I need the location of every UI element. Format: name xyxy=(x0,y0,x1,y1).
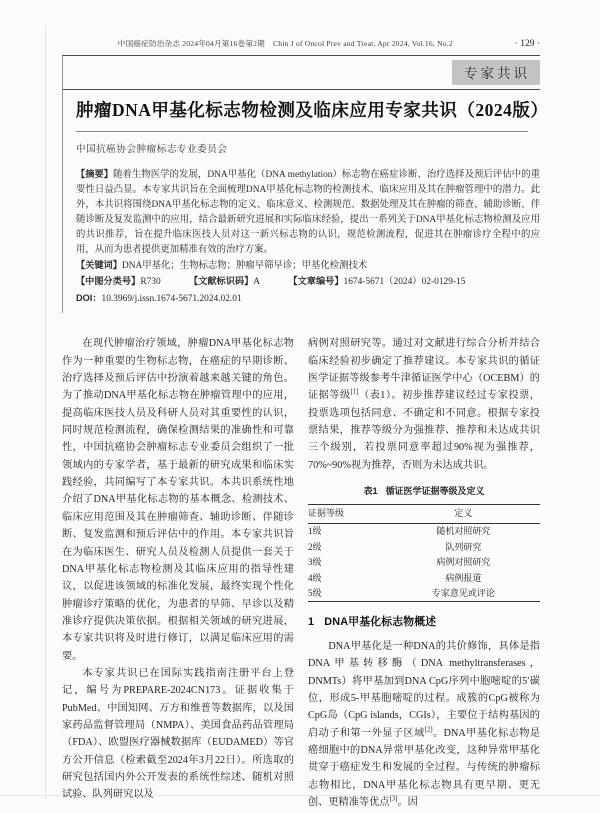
evidence-level-table xyxy=(308,504,540,602)
table-caption-text: 循证医学证据等级及定义 xyxy=(385,486,485,497)
title-rule xyxy=(76,131,528,132)
article-title: 肿瘤DNA甲基化标志物检测及临床应用专家共识（2024版） xyxy=(76,100,549,120)
journal-page xyxy=(62,0,549,811)
reference-mark: [2] xyxy=(424,726,433,734)
author: 中国抗癌协会肿瘤标志专业委员会 xyxy=(76,143,228,155)
doc-code: A xyxy=(253,277,261,288)
table-row: 3级 病例对照研究 xyxy=(308,557,491,568)
reference-mark: [3] xyxy=(389,795,398,803)
abstract-label: 【摘要】 xyxy=(76,168,113,179)
col-header-definition: 定义 xyxy=(387,505,540,524)
title-block xyxy=(62,90,549,313)
col-header-level: 证据等级 xyxy=(308,505,387,524)
journal-title-cn: 中国癌症防治杂志 2024年04月第16卷第2期 xyxy=(117,39,265,48)
keywords-text: DNA甲基化；生物标志物；肿瘤早筛早诊；甲基化检测技术 xyxy=(121,260,368,271)
keywords xyxy=(76,258,540,275)
body-columns xyxy=(62,335,540,811)
section-number: 1 xyxy=(308,616,315,629)
classification-row xyxy=(76,274,540,291)
table-caption-label: 表1 xyxy=(363,486,378,497)
clc-segment: 【中图分类号】R730 xyxy=(76,276,161,288)
doi xyxy=(76,291,540,308)
doi-value: 10.3969/j.issn.1674-5671.2024.02.01 xyxy=(101,293,242,304)
doc-code-segment: 【文献标识码】A xyxy=(188,276,261,288)
abstract xyxy=(76,167,540,258)
page-number: · 129 · xyxy=(514,39,540,49)
article-number: 1674-5671（2024）02-0129-15 xyxy=(343,277,466,288)
table-header-row xyxy=(308,505,540,524)
journal-info xyxy=(62,38,509,49)
reference-mark: [1] xyxy=(350,389,359,397)
article-type-badge: 专家共识 xyxy=(452,60,540,85)
scan-page-edge xyxy=(45,26,46,799)
left-column xyxy=(62,335,294,811)
table-caption xyxy=(308,483,540,500)
paragraph: DNA甲基化是一种DNA的共价修饰，具体是指DNA甲基转移酶（DNA methyltransferases，DNMTs）将甲基加到DNA CpG序列中胞嘧啶的5′碳位，形成5-甲基胞嘧啶的过程。成簇的CpG被称为CpG岛（CpG islands，CGIs），主要位于结构基因的启动子和第一外显子区域[2]。DNA甲基化标志物是癌细胞中的DNA异常甲基化改变，这种异常甲基化贯穿于癌症发生和发展的全过程。与传统的肿瘤标志物相比，DNA甲基化标志物具有更早期、更无创、更精准等优点[3]。因 xyxy=(308,640,541,808)
abstract-block xyxy=(76,167,540,308)
running-head xyxy=(62,38,540,49)
table-row: 5级 专家意见或评论 xyxy=(308,588,495,599)
badge-strip xyxy=(62,56,540,90)
journal-title-en: Chin J of Oncol Prev and Treat, Apr 2024, Vol.16, No.2 xyxy=(272,39,453,48)
section-heading xyxy=(308,614,540,631)
clc-number: R730 xyxy=(140,277,161,288)
doi-label: DOI： xyxy=(76,292,102,303)
keywords-label: 【关键词】 xyxy=(76,259,122,270)
abstract-text: 随着生物医学的发展，DNA甲基化（DNA methylation）标志物在癌症诊断、治疗选择及预后评估中的重要性日益凸显。本专家共识旨在全面梳理DNA甲基化标志物的检测技术、临床应用及其在肿瘤管理中的潜力。此外，本共识将围绕DNA甲基化标志物的定义、临床意义、检测规范、数据处理及其在肿瘤的筛查、辅助诊断、伴随诊断及复发监测中的应用，结合最新研究进展和实际临床经验，提出一系列关于DNA甲基化标志物检测及应用的共识推荐，旨在提升临床医技人员对这一新兴标志物的认识，规范检测流程，促进其在肿瘤诊疗全程中的应用，从而为患者提供更加精准有效的治疗方案。 xyxy=(76,169,541,255)
table-row: 2级 队列研究 xyxy=(308,541,482,552)
paragraph: 在现代肿瘤治疗领域，肿瘤DNA甲基化标志物作为一种重要的生物标志物，在癌症的早期诊断、治疗选择及预后评估中扮演着越来越关键的角色。为了推动DNA甲基化标志物在肿瘤管理中的应用，提高临床医技人员及科研人员对其重要性的认识，同时规范检测流程，确保检测结果的准确性和可靠性，中国抗癌协会肿瘤标志专业委员会组织了一批领域内的专家学者，基于最新的研究成果和临床实践经验，共同编写了本专家共识。本共识系统性地介绍了DNA甲基化标志物的基本概念、检测技术、临床应用范围及其在肿瘤筛查、辅助诊断、伴随诊断、复发监测和预后评估中的作用。本专家共识旨在为临床医生、研究人员及检测人员提供一套关于DNA甲基化标志物检测及其临床应用的指导性建议，以促进该领域的标准化发展，最终实现个性化肿瘤诊疗策略的优化，为患者的早筛、早诊以及精准诊疗提供决策依据。根据相关领域的研究进展，本专家共识将及时进行修订，以满足临床应用的需要。 xyxy=(62,338,294,662)
table-row: 1级 随机对照研究 xyxy=(308,526,491,537)
right-column xyxy=(308,335,540,811)
article-no-segment: 【文章编号】1674-5671（2024）02-0129-15 xyxy=(288,276,466,288)
paragraph: 病例对照研究等。通过对文献进行综合分析并结合临床经验初步确定了推荐建议。本专家共识的循证医学证据等级参考牛津循证医学中心（OCEBM）的证据等级[1]（表1）。初步推荐建议经过专家投票，投票选项包括同意、不确定和不同意。根据专家投票结果，推荐等级分为强推荐、推荐和未达成共识三个级别，若投票同意率超过90%视为强推荐，70%~90%视为推荐，否则为未达成共识。 xyxy=(308,338,540,471)
table-row: 4级 病例报道 xyxy=(308,572,482,583)
section-title: DNA甲基化标志物概述 xyxy=(324,616,437,629)
paragraph: 本专家共识已在国际实践指南注册平台上登记，编号为PREPARE-2024CN173。证据收集于PubMed、中国知网、万方和维普等数据库，以及国家药品监督管理局（NMPA）、美国食品药品管理局（FDA）、欧盟医疗器械数据库（EUDAMED）等官方公开信息（检索截至2024年3月22日）。所选取的研究包括国内外公开发表的系统性综述、随机对照试验、队列研究以及 xyxy=(62,667,294,801)
